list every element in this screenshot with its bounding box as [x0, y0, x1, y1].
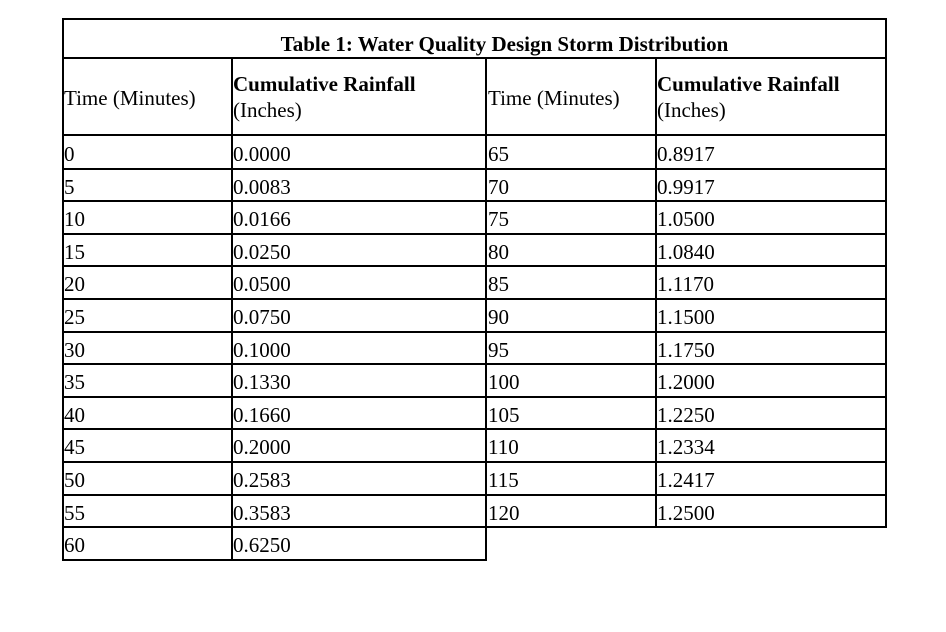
- table-cell-rainfall: 0.0166: [233, 207, 291, 232]
- row-divider: [62, 331, 487, 333]
- row-divider: [485, 200, 887, 202]
- table-cell-rainfall: 0.1330: [233, 370, 291, 395]
- header-rainfall-left-line1: Cumulative Rainfall: [233, 72, 416, 96]
- table-cell-rainfall: 1.1500: [657, 305, 715, 329]
- table-cell-rainfall: 1.2250: [657, 402, 715, 427]
- table-cell-time: 70: [488, 174, 509, 199]
- row-divider: [62, 233, 487, 235]
- row-divider: [485, 428, 887, 430]
- table-cell-rainfall: 0.3583: [233, 500, 291, 525]
- table-cell-time: 55: [64, 500, 85, 525]
- header-rainfall-left-line2: (Inches): [233, 98, 302, 122]
- title-divider: [62, 57, 887, 59]
- table-cell-time: 0: [64, 142, 75, 166]
- table-cell-time: 15: [64, 239, 85, 264]
- table-cell-rainfall: 0.0250: [233, 239, 291, 264]
- table-cell-time: 10: [64, 207, 85, 232]
- table-cell-time: 110: [488, 435, 519, 460]
- table-cell-rainfall: 1.0500: [657, 207, 715, 232]
- table-cell-rainfall: 1.0840: [657, 239, 715, 264]
- row-divider: [485, 331, 887, 333]
- table-cell-rainfall: 0.2583: [233, 468, 291, 492]
- table-cell-rainfall: 1.2000: [657, 370, 715, 395]
- table-right-border: [885, 18, 887, 526]
- row-divider: [62, 494, 487, 496]
- row-divider: [62, 200, 487, 202]
- table-cell-time: 5: [64, 174, 75, 199]
- table-cell-time: 105: [488, 402, 520, 427]
- header-time-left: Time (Minutes): [64, 86, 196, 110]
- table-cell-rainfall: 0.6250: [233, 533, 291, 558]
- table-cell-rainfall: 1.2417: [657, 468, 715, 492]
- table-cell-rainfall: 0.0083: [233, 174, 291, 199]
- row-divider: [485, 265, 887, 267]
- row-divider: [485, 168, 887, 170]
- header-time-right: Time (Minutes): [488, 86, 620, 110]
- header-divider: [62, 134, 887, 136]
- table-cell-rainfall: 0.8917: [657, 142, 715, 166]
- table-cell-time: 20: [64, 272, 85, 297]
- table-cell-time: 50: [64, 468, 85, 492]
- table-cell-rainfall: 1.1750: [657, 337, 715, 362]
- table-cell-rainfall: 0.1000: [233, 337, 291, 362]
- table-cell-time: 35: [64, 370, 85, 395]
- table-cell-time: 30: [64, 337, 85, 362]
- row-divider: [62, 298, 487, 300]
- table-cell-time: 40: [64, 402, 85, 427]
- table-cell-rainfall: 1.2334: [657, 435, 715, 460]
- row-divider: [62, 265, 487, 267]
- row-divider: [485, 526, 887, 528]
- row-divider: [62, 461, 487, 463]
- header-rainfall-right-line2: (Inches): [657, 98, 726, 122]
- table-cell-time: 65: [488, 142, 509, 166]
- row-divider: [485, 396, 887, 398]
- table-cell-rainfall: 0.1660: [233, 402, 291, 427]
- table-cell-time: 90: [488, 305, 509, 329]
- table-cell-rainfall: 1.1170: [657, 272, 714, 297]
- table-top-border: [62, 18, 887, 20]
- table-cell-time: 60: [64, 533, 85, 558]
- row-divider: [62, 168, 487, 170]
- table-cell-time: 80: [488, 239, 509, 264]
- table-title: Table 1: Water Quality Design Storm Distribution: [280, 32, 729, 56]
- table-cell-rainfall: 0.2000: [233, 435, 291, 460]
- table-cell-time: 75: [488, 207, 509, 232]
- row-divider: [485, 363, 887, 365]
- table-cell-time: 100: [488, 370, 520, 395]
- storm-distribution-table: [62, 18, 887, 560]
- table-cell-rainfall: 0.0000: [233, 142, 291, 166]
- table-cell-time: 85: [488, 272, 509, 297]
- row-divider: [485, 233, 887, 235]
- table-cell-rainfall: 0.0750: [233, 305, 291, 329]
- row-divider: [485, 298, 887, 300]
- table-cell-time: 115: [488, 468, 519, 492]
- row-divider: [485, 461, 887, 463]
- row-divider: [62, 526, 487, 528]
- row-divider: [485, 494, 887, 496]
- table-cell-time: 25: [64, 305, 85, 329]
- table-cell-time: 45: [64, 435, 85, 460]
- header-rainfall-right-line1: Cumulative Rainfall: [657, 72, 840, 96]
- table-cell-time: 120: [488, 500, 520, 525]
- row-divider: [62, 396, 487, 398]
- row-divider: [62, 363, 487, 365]
- table-cell-rainfall: 0.0500: [233, 272, 291, 297]
- center-column-divider: [485, 57, 487, 560]
- table-cell-rainfall: 1.2500: [657, 500, 715, 525]
- row-divider: [62, 559, 487, 561]
- table-cell-time: 95: [488, 337, 509, 362]
- table-cell-rainfall: 0.9917: [657, 174, 715, 199]
- row-divider: [62, 428, 487, 430]
